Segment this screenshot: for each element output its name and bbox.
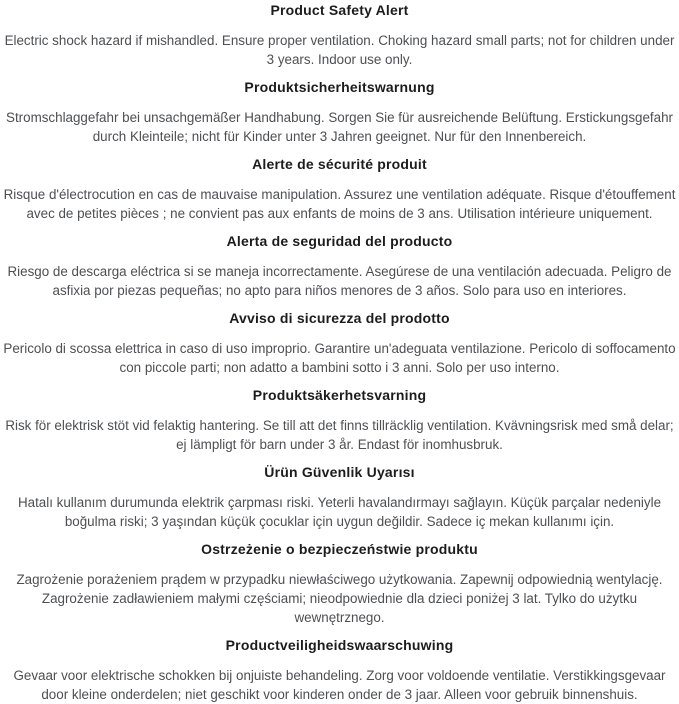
safety-section-heading: Alerta de seguridad del producto [226, 233, 453, 249]
safety-section-heading: Avviso di sicurezza del prodotto [229, 310, 450, 326]
safety-section-body-text: Hatalı kullanım durumunda elektrik çarpması riski. Yeterli havalandırmayı sağlayın. Küçük parçalar nedeniyle boğulma riski; 3 yaşından küçük çocuklar için uygun değildir. Sadece iç mekan kullanımı için. [17, 495, 662, 529]
safety-section-pl [3, 540, 676, 627]
safety-section-body-text: Zagrożenie porażeniem prądem w przypadku niewłaściwego użytkowania. Zapewnij odpowiednią wentylację. Zagrożenie zadławieniem małymi częściami; nieodpowiednie dla dzieci poniżej 3 lat. Tylko do użytku wewnętrznego. [16, 572, 663, 625]
safety-section-heading: Produktsicherheitswarnung [244, 79, 435, 95]
safety-section-body-text: Gevaar voor elektrische schokken bij onjuiste behandeling. Zorg voor voldoende ventilatie. Verstikkingsgevaar door kleine onderdelen; niet geschikt voor kinderen onder de 3 jaar. Alleen voor gebruik binnenshuis. [13, 668, 666, 702]
safety-section-nl [3, 636, 676, 704]
safety-section-heading: Produktsäkerhetsvarning [252, 387, 427, 403]
safety-section-heading: Product Safety Alert [270, 2, 409, 18]
safety-section-body-text: Riesgo de descarga eléctrica si se maneja incorrectamente. Asegúrese de una ventilación adecuada. Peligro de asfixia por piezas pequeñas; no apto para niños menores de 3 años. Solo para uso en interiores. [7, 264, 672, 298]
safety-section-sv [3, 386, 676, 454]
safety-section-heading: Ostrzeżenie o bezpieczeństwie produktu [201, 541, 478, 557]
safety-section-body-text: Pericolo di scossa elettrica in caso di uso improprio. Garantire un'adeguata ventilazione. Pericolo di soffocamento con piccole parti; non adatto a bambini sotto i 3 anni. Solo per uso interno. [3, 341, 676, 375]
safety-section-heading: Ürün Güvenlik Uyarısı [264, 464, 415, 480]
safety-section-tr [3, 463, 676, 531]
safety-section-body-text: Stromschlaggefahr bei unsachgemäßer Handhabung. Sorgen Sie für ausreichende Belüftung. Erstickungsgefahr durch Kleinteile; nicht für Kinder unter 3 Jahren geeignet. Nur für den Innenbereich. [6, 110, 673, 144]
safety-section-fr [3, 155, 676, 223]
safety-section-body-text: Electric shock hazard if mishandled. Ensure proper ventilation. Choking hazard small parts; not for children under 3 years. Indoor use only. [4, 33, 675, 67]
safety-section-heading: Productveiligheidswaarschuwing [225, 637, 454, 653]
safety-section-it [3, 309, 676, 377]
safety-section-body-text: Risk för elektrisk stöt vid felaktig hantering. Se till att det finns tillräcklig ventilation. Kvävningsrisk med små delar; ej lämpligt för barn under 3 år. Endast för inomhusbruk. [5, 418, 674, 452]
safety-section-body-text: Risque d'électrocution en cas de mauvaise manipulation. Assurez une ventilation adéquate. Risque d'étouffement avec de petites pièces ; ne convient pas aux enfants de moins de 3 ans. Utilisation intérieure uniquement. [3, 187, 676, 221]
safety-section-en [3, 1, 676, 69]
safety-section-heading: Alerte de sécurité produit [252, 156, 427, 172]
safety-section-es [3, 232, 676, 300]
safety-section-de [3, 78, 676, 146]
